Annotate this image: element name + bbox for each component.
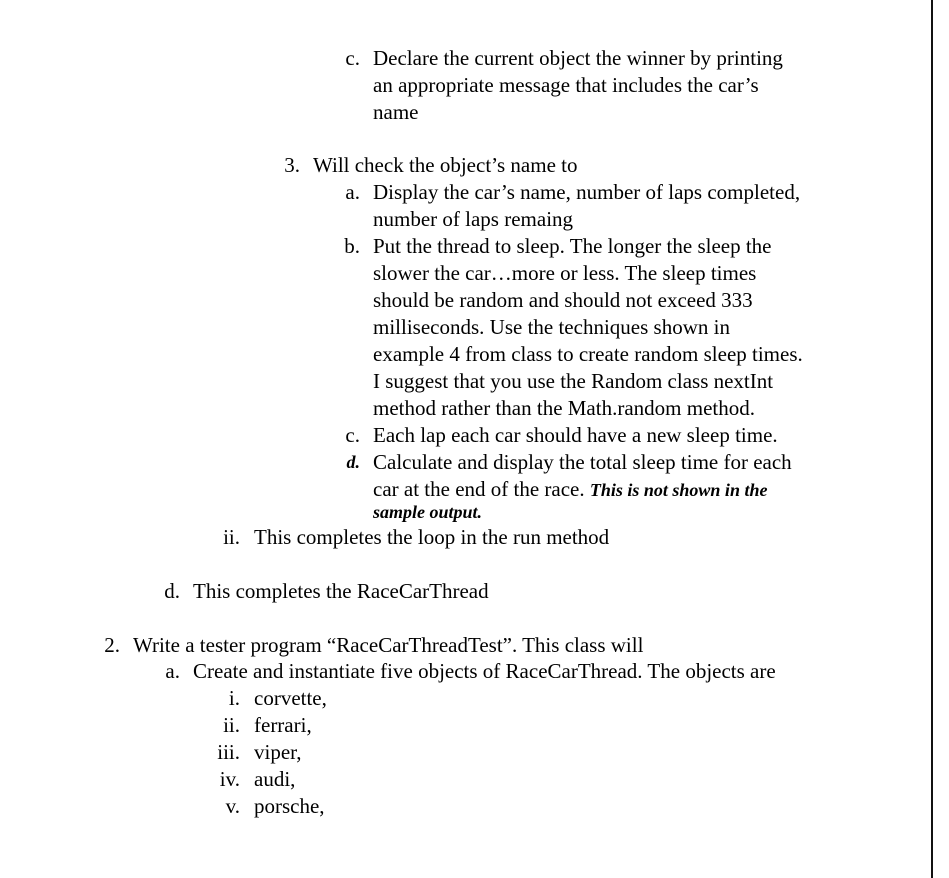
list-marker: i. xyxy=(228,686,240,710)
list-marker: a. xyxy=(345,180,360,204)
list-item-text: name xyxy=(373,100,419,124)
list-item-text: audi, xyxy=(254,767,296,791)
list-item-text: method rather than the Math.random method. xyxy=(373,396,755,420)
list-item-text: ferrari, xyxy=(254,713,312,737)
list-marker: ii. xyxy=(223,525,240,549)
list-marker: 2. xyxy=(104,633,120,657)
emphasis-note: sample output. xyxy=(373,502,483,522)
list-item-text: porsche, xyxy=(254,794,325,818)
list-marker: c. xyxy=(345,423,360,447)
list-marker: a. xyxy=(165,659,180,683)
list-marker: 3. xyxy=(284,153,300,177)
list-item-text: number of laps remaing xyxy=(373,207,574,231)
list-marker: d. xyxy=(164,579,180,603)
list-marker: iv. xyxy=(219,767,240,791)
list-item-text: Will check the object’s name to xyxy=(313,153,578,177)
list-item-text: Write a tester program “RaceCarThreadTest”. This class will xyxy=(133,633,644,657)
emphasis-note: This is not shown in the xyxy=(589,480,768,500)
list-item-text: corvette, xyxy=(254,686,327,710)
list-item-text: viper, xyxy=(254,740,302,764)
list-item-text: I suggest that you use the Random class nextInt xyxy=(373,369,774,393)
list-marker: c. xyxy=(345,46,360,70)
page-edge-divider xyxy=(931,0,933,878)
list-item-text: This completes the loop in the run method xyxy=(254,525,610,549)
list-marker: ii. xyxy=(223,713,240,737)
list-item-text: This completes the RaceCarThread xyxy=(193,579,489,603)
list-item-text: slower the car…more or less. The sleep times xyxy=(373,261,757,285)
list-marker: iii. xyxy=(217,740,240,764)
list-item-text-plain: car at the end of the race. xyxy=(373,477,590,501)
list-item-text: Create and instantiate five objects of RaceCarThread. The objects are xyxy=(193,659,776,683)
list-item-text: Put the thread to sleep. The longer the sleep the xyxy=(373,234,772,258)
list-item-text: should be random and should not exceed 333 xyxy=(373,288,753,312)
list-item-text: milliseconds. Use the techniques shown in xyxy=(373,315,730,339)
list-item-text: Each lap each car should have a new sleep time. xyxy=(373,423,778,447)
list-item-text: an appropriate message that includes the car’s xyxy=(373,73,759,97)
list-item-text: Calculate and display the total sleep time for each xyxy=(373,450,792,474)
list-item-text: example 4 from class to create random sleep times. xyxy=(373,342,803,366)
list-marker: v. xyxy=(225,794,240,818)
list-item-text: Display the car’s name, number of laps completed, xyxy=(373,180,801,204)
list-marker: d. xyxy=(346,452,360,472)
list-item-text: Declare the current object the winner by printing xyxy=(373,46,783,70)
list-marker: b. xyxy=(344,234,360,258)
